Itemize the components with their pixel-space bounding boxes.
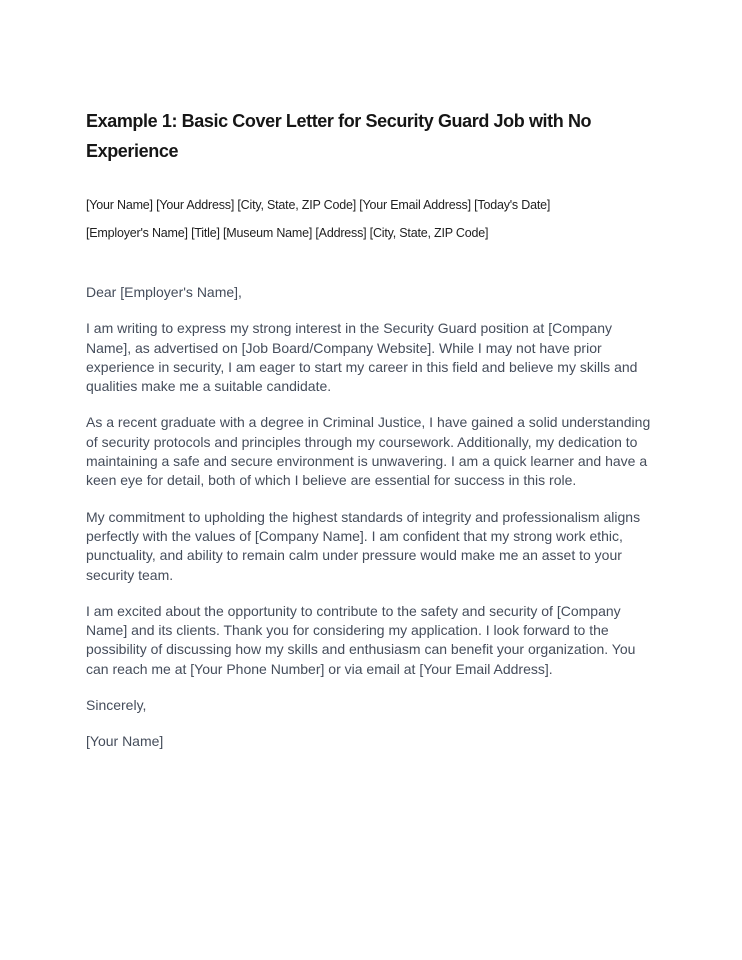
recipient-info-line: [Employer's Name] [Title] [Museum Name] [Address] [City, State, ZIP Code] <box>86 226 489 240</box>
signature: [Your Name] <box>86 733 164 750</box>
sender-info-line: [Your Name] [Your Address] [City, State, ZIP Code] [Your Email Address] [Today's Date] <box>86 198 551 212</box>
body-paragraph-4: I am excited about the opportunity to contribute to the safety and security of [Company Name] and its clients. Thank you for considering my application. I look forward to the possibility of discussing how my skills and enthusiasm can benefit your organization. You can reach me at [Your Phone Number] or via email at [Your Email Address]. <box>86 602 636 677</box>
body-paragraph-1: I am writing to express my strong interest in the Security Guard position at [Company Name], as advertised on [Job Board/Company Website]. While I may not have prior experience in security, I am eager to start my career in this field and believe my skills and qualities make me a suitable candidate. <box>86 320 638 395</box>
letter-title-line-2: Experience <box>86 141 179 161</box>
closing: Sincerely, <box>86 697 147 714</box>
letter-title <box>86 106 658 166</box>
body-paragraph-3: My commitment to upholding the highest standards of integrity and professionalism aligns perfectly with the values of [Company Name]. I am confident that my strong work ethic, punctuality, and ability to remain calm under pressure would make me an asset to your security team. <box>86 508 641 583</box>
letter-title-line-1: Example 1: Basic Cover Letter for Security Guard Job with No <box>86 111 592 131</box>
salutation: Dear [Employer's Name], <box>86 284 242 300</box>
letter-content <box>86 106 658 752</box>
body-paragraph-2: As a recent graduate with a degree in Criminal Justice, I have gained a solid understanding of security protocols and principles through my coursework. Additionally, my dedication to maintaining a safe and secure environment is unwavering. I am a quick learner and have a keen eye for detail, both of which I believe are essential for success in this role. <box>86 414 651 489</box>
